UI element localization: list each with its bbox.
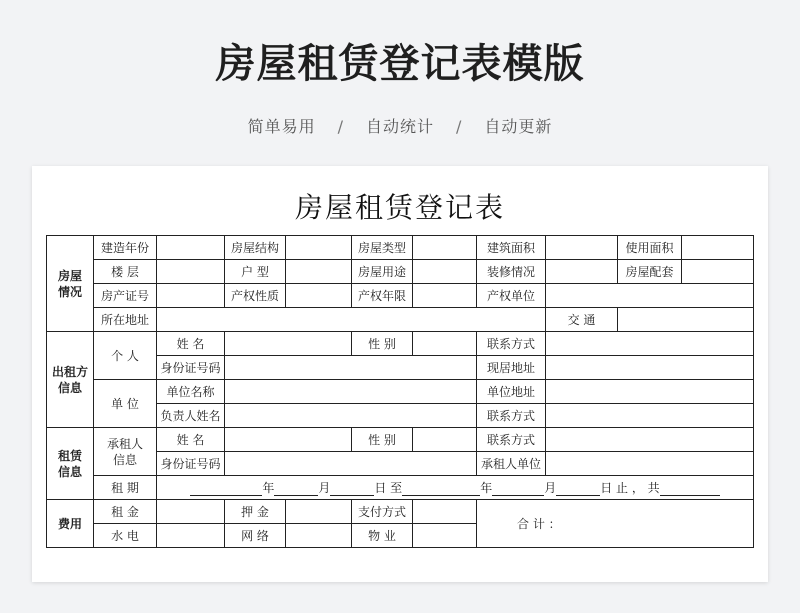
label-tenant-contact: 联系方式 <box>477 428 546 452</box>
label-unit-contact: 联系方式 <box>477 404 546 428</box>
label-decoration: 装修情况 <box>477 260 546 284</box>
label-tenant-gender: 性 别 <box>352 428 413 452</box>
field-lessor-id[interactable] <box>225 356 477 380</box>
page-title: 房屋租赁登记表模版 <box>215 41 585 87</box>
field-ownership-nature[interactable] <box>286 284 352 308</box>
tenant-row-3 <box>47 476 754 500</box>
house-row-3 <box>47 284 754 308</box>
section-house: 房屋 情况 <box>47 236 94 332</box>
section-fees: 费用 <box>47 500 94 548</box>
field-person-in-charge[interactable] <box>225 404 477 428</box>
feature-auto-update: 自动更新 <box>484 117 553 136</box>
field-floor[interactable] <box>157 260 225 284</box>
label-network: 网 络 <box>225 524 286 548</box>
label-total: 合 计 ： <box>517 517 561 531</box>
field-lessor-gender[interactable] <box>413 332 477 356</box>
lessor-row-3 <box>47 380 754 404</box>
field-payment-method[interactable] <box>413 500 477 524</box>
label-payment-method: 支付方式 <box>352 500 413 524</box>
label-build-year: 建造年份 <box>94 236 157 260</box>
house-row-4 <box>47 308 754 332</box>
field-layout[interactable] <box>286 260 352 284</box>
field-unit-name[interactable] <box>225 380 477 404</box>
field-ownership-term[interactable] <box>413 284 477 308</box>
house-row-1 <box>47 236 754 260</box>
field-deposit[interactable] <box>286 500 352 524</box>
field-property-fee[interactable] <box>413 524 477 548</box>
label-unit: 单 位 <box>94 380 157 428</box>
label-ownership-unit: 产权单位 <box>477 284 546 308</box>
field-facilities[interactable] <box>682 260 754 284</box>
label-facilities: 房屋配套 <box>618 260 682 284</box>
field-usage[interactable] <box>413 260 477 284</box>
label-usable-area: 使用面积 <box>618 236 682 260</box>
label-renter-unit: 承租人单位 <box>477 452 546 476</box>
label-address: 所在地址 <box>94 308 157 332</box>
field-unit-address[interactable] <box>546 380 754 404</box>
label-tenant-id: 身份证号码 <box>157 452 225 476</box>
field-utilities[interactable] <box>157 524 225 548</box>
label-lessor-contact: 联系方式 <box>477 332 546 356</box>
field-address[interactable] <box>157 308 546 332</box>
feature-easy: 简单易用 <box>247 117 316 136</box>
field-cert-no[interactable] <box>157 284 225 308</box>
field-usable-area[interactable] <box>682 236 754 260</box>
field-tenant-name[interactable] <box>225 428 352 452</box>
label-lessor-gender: 性 别 <box>352 332 413 356</box>
field-tenant-contact[interactable] <box>546 428 754 452</box>
separator: / <box>337 117 344 136</box>
section-lessor: 出租方 信息 <box>47 332 94 428</box>
label-floor: 楼 层 <box>94 260 157 284</box>
label-lessor-id: 身份证号码 <box>157 356 225 380</box>
label-rent: 租 金 <box>94 500 157 524</box>
label-cert-no: 房产证号 <box>94 284 157 308</box>
label-person-in-charge: 负责人姓名 <box>157 404 225 428</box>
label-transport: 交 通 <box>546 308 618 332</box>
label-property-fee: 物 业 <box>352 524 413 548</box>
field-network[interactable] <box>286 524 352 548</box>
field-ownership-unit[interactable] <box>546 284 754 308</box>
label-ownership-nature: 产权性质 <box>225 284 286 308</box>
rental-registration-table <box>46 235 754 548</box>
label-tenant-name: 姓 名 <box>157 428 225 452</box>
label-individual: 个 人 <box>94 332 157 380</box>
form-title: 房屋租赁登记表 <box>294 191 505 224</box>
field-lease-period[interactable]: 年 月 日 至 年 月 日 止 ， 共 <box>157 476 754 500</box>
field-lessor-name[interactable] <box>225 332 352 356</box>
form-sheet <box>32 166 768 582</box>
field-building-area[interactable] <box>546 236 618 260</box>
label-lessor-address: 现居地址 <box>477 356 546 380</box>
field-build-year[interactable] <box>157 236 225 260</box>
label-renter-info: 承租人 信息 <box>94 428 157 476</box>
label-unit-address: 单位地址 <box>477 380 546 404</box>
field-tenant-gender[interactable] <box>413 428 477 452</box>
label-unit-name: 单位名称 <box>157 380 225 404</box>
feature-auto-stats: 自动统计 <box>365 117 434 136</box>
total-cell[interactable] <box>477 500 754 548</box>
label-lessor-name: 姓 名 <box>157 332 225 356</box>
house-row-2 <box>47 260 754 284</box>
field-tenant-id[interactable] <box>225 452 477 476</box>
field-structure[interactable] <box>286 236 352 260</box>
label-structure: 房屋结构 <box>225 236 286 260</box>
label-layout: 户 型 <box>225 260 286 284</box>
label-ownership-term: 产权年限 <box>352 284 413 308</box>
field-decoration[interactable] <box>546 260 618 284</box>
tenant-row-1 <box>47 428 754 452</box>
field-rent[interactable] <box>157 500 225 524</box>
label-lease-period: 租 期 <box>94 476 157 500</box>
label-usage: 房屋用途 <box>352 260 413 284</box>
lessor-row-1 <box>47 332 754 356</box>
field-unit-contact[interactable] <box>546 404 754 428</box>
field-transport[interactable] <box>618 308 754 332</box>
label-deposit: 押 金 <box>225 500 286 524</box>
label-building-area: 建筑面积 <box>477 236 546 260</box>
separator: / <box>456 117 463 136</box>
field-lessor-contact[interactable] <box>546 332 754 356</box>
label-house-type: 房屋类型 <box>352 236 413 260</box>
feature-tagline <box>0 114 800 137</box>
field-renter-unit[interactable] <box>546 452 754 476</box>
fees-row-1 <box>47 500 754 524</box>
field-house-type[interactable] <box>413 236 477 260</box>
label-utilities: 水 电 <box>94 524 157 548</box>
section-tenant: 租赁 信息 <box>47 428 94 500</box>
field-lessor-address[interactable] <box>546 356 754 380</box>
